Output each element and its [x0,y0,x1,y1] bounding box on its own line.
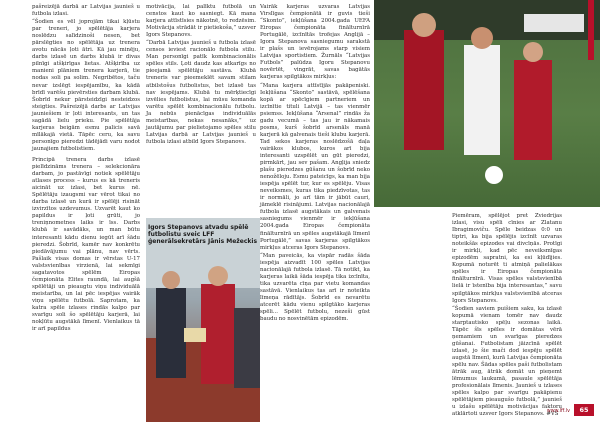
paragraph: “Mana karjera attīstījās pakāpeniski. Iekļūšana “Skonto” sastāvā, spēlēšana kopā ar spēcīgiem partneriem un izcīnītie tituli Latvijā – tas vienmēr psiemss. Iekļūšana “Arsenal” rindās ža gadu vecumā – tas jau ir nākamais posms, kurš šobrīd arsenāls manā karjerā kā galvenais tieši klubu karjerā. Tad sekos karjeras noslēdzošā daļa vairākos klubos, kuros arī bija interesanti uzspēlēt un gūt pieredzi, pirmkārt, jau sev pašam. Angļija sniedz plašu pieredzes gūšanu un šobrīd neko nenožēloju. Esmu pateicīgs, ka man bija iespēja spēlēt tur, kur es spēlēju. Visas neveiksmes, kuras tika piedzīvotas, tas ir normāli, jo arī tām ir jābūt cauri, jāmeklē risinājumi. Latvijas nacionālajā futbola izlasē augstākais un galvenais sasniegums vienmēr ir iekļūšana 2004.gada Eiropas čempionāta finālturnīrā un spēles augstākajā līmenī Portugālē,” savas karjeras spilgtākos mirkļus atceras Igors Stepanovs. [260,82,370,251]
paragraph: Vairāk karjeras uzvaras Latvijas Virslīgas čempionātā ir guvis tieši “Skonto”, iekļūšana 2004.gada UEFA Eiropas čempionāta finālturnīrā Portugālē, izcīnītās trofejas Anglijā – Igora Stepanova sasniegumu sarakstā ir plašs un ievērojams starp visiem Latvijas sportistiem. Žurnāls “Latvijas Futbols” palūdza Igoru Stepanovu novērtēt, vingrāt, savas bagātās karjeras spilgtākos mirkļus: [260,4,370,81]
paragraph: “Šodien saviem puišiem saku, ka izlasē kopumā vienam tomēr nav daudz starptautisko spēļu sezonas laikā. Tāpēc šīs spēles ir domātas vērā ņemamiem un svarīgas pieredzes gūšanai. Futbolistam jāizcīnā spēlēt izlasē, jo šie mači dod iespēju spēlēt augstā līmenī, kurā Latvijas čempionāta spēlu nav. Šādas spēles paši futbolistam ātrāk aug, ātrāk domāt un pieņemt lēmumus laukumā, pasaule spēlētāja profesionālais līmenis. Jaunieš u izlases spēles kalpo par svarīgu pakāpienu spēlētājiem pieaugušo futbolā,” jaunieš u izlašu spēlētāju motivācijas faktoru atklārtoti uzsver Igors Stepanovs. #VS [452,305,562,418]
website-url: www.lff.lv [546,409,570,414]
paragraph: “Man paveicās, ka vispār radās šāda iespēja aizvadīt 100 spēles Latvijas nacionālajā futbola izlasē. Tā notikt, ka karjeras laikā šāda iespēja tika izcīnīta, tika uzvarēta cīņa par vietu komandas sastāvā. Vienlaikus tas arī ir noteikta līmeņa rādītājs. Šobrīd es nevarētu atcerēt kādu vienu spilgtāko karjeras spēli... Spēlēt futbolu, nezeši gūst baudu no nosvinētām epizodēm. [260,252,370,323]
ceremony-photo [146,218,260,422]
match-photo [374,0,600,207]
text-column-3 [260,4,370,418]
photo-caption: Igors Stepanovs atvadu spēlē futbolistu sveic LFF ģenerālsekretārs Jānis Mežeckis [148,224,258,245]
text-column-1 [32,4,140,418]
paragraph: pašreizējā darbā ar Latvijas jaunieš u futbola izlasi. [32,4,140,18]
page-number: 65 [574,404,594,416]
paragraph: motivācija, lai palīktu futbolā un censtos kaut ko sasniegt. Kā mana karjera attīstīsies nākotnē, to redzēsim. Motivācija strādāt ir pietiekoša,” uzsver Igors Stepanovs. [146,4,256,39]
match-photo-illustration [374,0,600,207]
paragraph: “Šodien es vēl joprojām tikai kļūstu par treneri, jo spēlētāja karjera noslēdzu salīdzinoši nesen, bet pārslēgties no spēlētāja uz trenera avotu nācās ļoti ātri. Kā jau minēju, darbs izlasē un darbs klubā ir divas pilnīgi atšķirīgas lietas. Atšķirība uz manieni plāniem trenera karjerā, tie nodas soli pa solim. Negribētos, taču nevar izslēgt iespējamību, ka kādā brīdī varēšu pievērsties darbam klubā. Šobrīd nekur pārsteidzīgi nesteidzos steigties. Pašreizējā darbs ar Latvijas jauniešiem ir ļoti interesants, un tas sagādā lielu prieku. Pie spēlētāja karjeras beigām esmu palicis savā mīlākajā vietā. Tāpēc ceru, ka savu personīgo pieredzi tādējādi varu nodot jaunajiem futbolistiem. [32,19,140,152]
paragraph: “Darbā Latvijas jaunieš u futbola izlasē censos ieviest racionālo futbola stilu. Man personīgi patīk kombinacionālis spēles stils. Ļoti daudz kas atkarīgs no pieejamā spēlētāju sastāva. Klubā treneris var pieemeklēt savam stilam atbilstošus futbolistus, bet izlasē tas nav iespējams. Klubā tu mērķtiecīgi izvēlies futbolistus, lai mūsu komanda varētu spēlēt kombinacionālu futbolu. Ja nebūs pienācīgas individuālās meistarības, nekas nesanāks,” uz jautājumu par pielietojamo spēles stilu Latvijas darbā ar Latvijas jaunieš u futbola izlasi atbild Igors Stepanovs. [146,40,256,145]
accent-bar [588,0,594,60]
paragraph: Principā trenera darbs izlasē pielīdzināms trenera – selekcionāra darbam, jo pastāvīgi notiek spēlētāju atlases process – kurus es kā treneris aicināt uz izlasi, bet kurus nē. Spēlētāju izaugsmi var vērot tikai no darba izlasē un kurā ir spēlēji risināt izvirzītos uzdevumus. Uzvarēt kaut ko papildus ir ļoti grūti, jo treniņnometnes laiks ir īss. Darbs klubā ir savādāks, un man būtu interesanti kādu dienu iegūt arī šādu pieredzi. Šobrīd, kamēr nav konkrētu piedāvājumu vai plānu, nav vērts. Pašlaik visas domas ir vērstas U-17 valstsvienības virzienā, lai sekmīgi sagatavotos spēlēm Eiropas čempionāta Elites raundā, lai augšā spēlētāji un pieaugtu viņu individuālā meistarība, un lai pēc iespējas vairāk viņu spēlētu futbolā. Saprotam, ka katra spēle izlases rindās kalpo par svarīgu soli šo spēlētāju karjerā, lai nokļūtu augstākā līmenī. Vienlaikus tā ir arī papildus [32,156,140,333]
ceremony-photo-illustration [146,218,260,422]
text-column-2 [146,4,256,214]
paragraph: Piemēram, spēlējot pret Zviedrijas izlasi, visu spēli cīnies ar Zlatanu Ibragimoviču. Spēle beidzas 0:0 un tiptri, ka bija spēlējis izcīnīt uzvaras noteikšās epizodes vai divcīņās. Protīgi ir mirkļi, kad pēc neveiksmīgas epizodēm sapratni, ka esi kļūdījies. Kopumā noturēt ti atmiņā palielākas spēles ir Eiropas čempionāta finālturnīrā. Visas spēles valstsvienībā lielā ir īstenība bija interesantas,” savu spilgtākos mirkļus valstsvienībā atceras Igors Stepanovs. [452,213,562,304]
text-column-4 [452,213,562,418]
